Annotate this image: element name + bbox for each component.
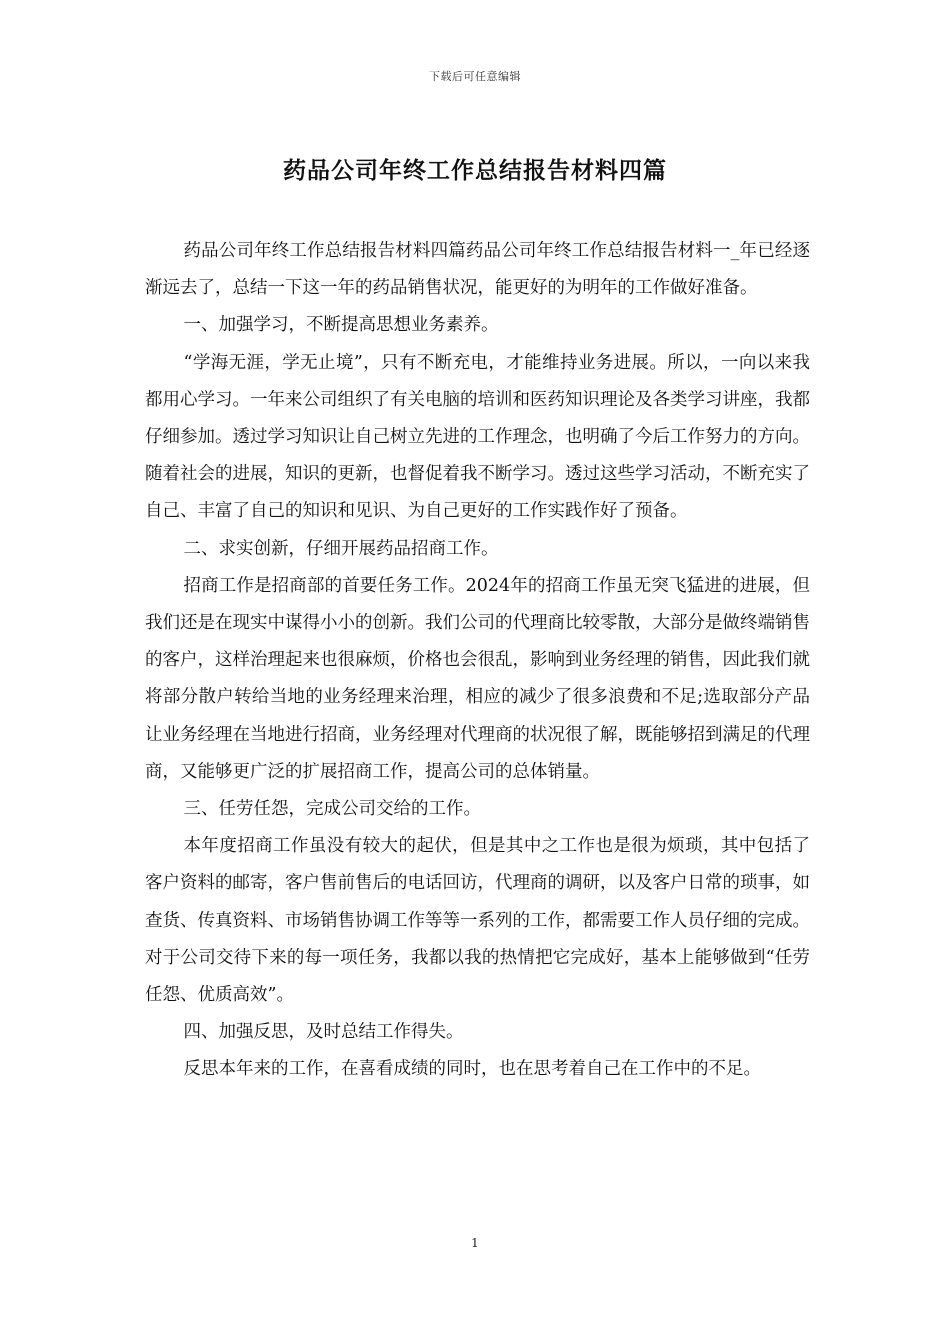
paragraph-section-2: 招商工作是招商部的首要任务工作。2024年的招商工作虽无突飞猛进的进展，但我们还是在现实中谋得小小的创新。我们公司的代理商比较零散，大部分是做终端销售的客户，这样治理起来也很麻烦，价格也会很乱，影响到业务经理的销售，因此我们就将部分散户转给当地的业务经理来治理，相应的减少了很多浪费和不足;选取部分产品让业务经理在当地进行招商，业务经理对代理商的状况很了解，既能够招到满足的代理商，又能够更广泛的扩展招商工作，提高公司的总体销量。 [145,575,810,782]
paragraph-intro: 药品公司年终工作总结报告材料四篇药品公司年终工作总结报告材料一_年已经逐渐远去了，总结一下这一年的药品销售状况，能更好的为明年的工作做好准备。 [145,241,810,299]
page-number: 1 [471,1236,479,1250]
section-heading-3: 三、任劳任怨，完成公司交给的工作。 [183,799,481,820]
paragraph-section-4: 反思本年来的工作，在喜看成绩的同时，也在思考着自己在工作中的不足。 [183,1059,761,1080]
document-title: 药品公司年终工作总结报告材料四篇 [283,157,667,184]
paragraph-section-3: 本年度招商工作虽没有较大的起伏，但是其中之工作也是很为烦琐，其中包括了客户资料的邮寄，客户售前售后的电话回访，代理商的调研，以及客户日常的琐事，如查货、传真资料、市场销售协调工作等等一系列的工作，都需要工作人员仔细的完成。对于公司交待下来的每一项任务，我都以我的热情把它完成好，基本上能够做到“任劳任怨、优质高效”。 [145,836,810,1006]
section-heading-1: 一、加强学习，不断提高思想业务素养。 [183,315,499,336]
header-note: 下载后可任意编辑 [429,70,521,83]
section-heading-4: 四、加强反思，及时总结工作得失。 [183,1022,464,1043]
section-heading-2: 二、求实创新，仔细开展药品招商工作。 [183,538,499,559]
document-body [145,233,810,1089]
paragraph-section-1: “学海无涯，学无止境”，只有不断充电，才能维持业务进展。所以，一向以来我都用心学习。一年来公司组织了有关电脑的培训和医药知识理论及各类学习讲座，我都仔细参加。透过学习知识让自己树立先进的工作理念，也明确了今后工作努力的方向。随着社会的进展，知识的更新，也督促着我不断学习。透过这些学习活动，不断充实了自己、丰富了自己的知识和见识、为自己更好的工作实践作好了预备。 [145,352,810,522]
